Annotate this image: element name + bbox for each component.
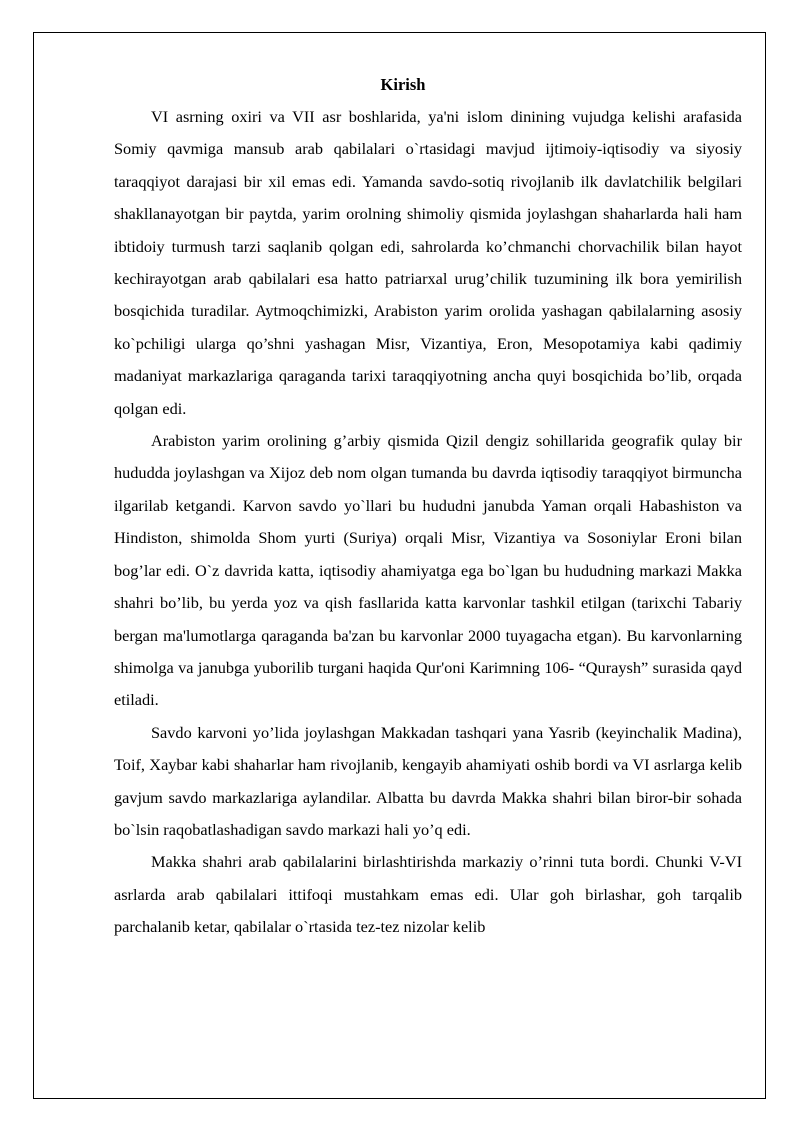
paragraph-3: Savdo karvoni yo’lida joylashgan Makkadan tashqari yana Yasrib (keyinchalik Madina), Toif, Xaybar kabi shaharlar ham rivojlanib, kengayib ahamiyati oshib bordi va VI asrlarga kelib gavjum savdo markazlariga aylandilar. Albatta bu davrda Makka shahri bilan biror-bir sohada bo`lsin raqobatlashadigan savdo markazi hali yo’q edi. — [114, 722, 742, 839]
paragraph-1: VI asrning oxiri va VII asr boshlarida, ya'ni islom dinining vujudga kelishi arafasida Somiy qavmiga mansub arab qabilalari o`rtasidagi mavjud ijtimoiy-iqtisodiy va siyosiy taraqqiyot darajasi bir xil emas edi. Yamanda savdo-sotiq rivojlanib ilk davlatchilik belgilari shakllanayotgan bir paytda, yarim orolning shimoliy qismida joylashgan shaharlarda hali ham ibtidoiy turmush tarzi saqlanib qolgan edi, sahrolarda ko’chmanchi chorvachilik bilan hayot kechirayotgan arab qabilalari esa hatto patriarxal urug’chilik tuzumining ilk bora yemirilish bosqichida turadilar. Aytmoqchimizki, Arabiston yarim orolida yashagan qabilalarning asosiy ko`pchiligi ularga qo’shni yashagan Misr, Vizantiya, Eron, Mesopotamiya kabi qadimiy madaniyat markazlariga qaraganda tarixi taraqqiyotning ancha quyi bosqichida bo’lib, orqada qolgan edi. — [114, 107, 742, 418]
document-title: Kirish — [380, 75, 426, 94]
document-body — [114, 73, 742, 944]
paragraph-4: Makka shahri arab qabilalarini birlashtirishda markaziy o’rinni tuta bordi. Chunki V-VI asrlarda arab qabilalari ittifoqi mustahkam emas edi. Ular goh birlashar, goh tarqalib parchalanib ketar, qabilalar o`rtasida tez-tez nizolar kelib — [114, 852, 742, 937]
paragraph-2: Arabiston yarim orolining g’arbiy qismida Qizil dengiz sohillarida geografik qulay bir hududda joylashgan va Xijoz deb nom olgan tumanda bu davrda iqtisodiy taraqqiyot birmuncha ilgarilab ketgandi. Karvon savdo yo`llari bu hududni janubda Yaman orqali Habashiston va Hindiston, shimolda Shom yurti (Suriya) orqali Misr, Vizantiya va Sosoniylar Eroni bilan bog’lar edi. O`z davrida katta, iqtisodiy ahamiyatga ega bo`lgan bu hududning markazi Makka shahri bo’lib, bu yerda yoz va qish fasllarida katta karvonlar tashkil etilgan (tarixchi Tabariy bergan ma'lumotlarga qaraganda ba'zan bu karvonlar 2000 tuyagacha etgan). Bu karvonlarning shimolga va janubga yuborilib turgani haqida Qur'oni Karimning 106- “Quraysh” surasida qayd etiladi. — [114, 431, 742, 710]
